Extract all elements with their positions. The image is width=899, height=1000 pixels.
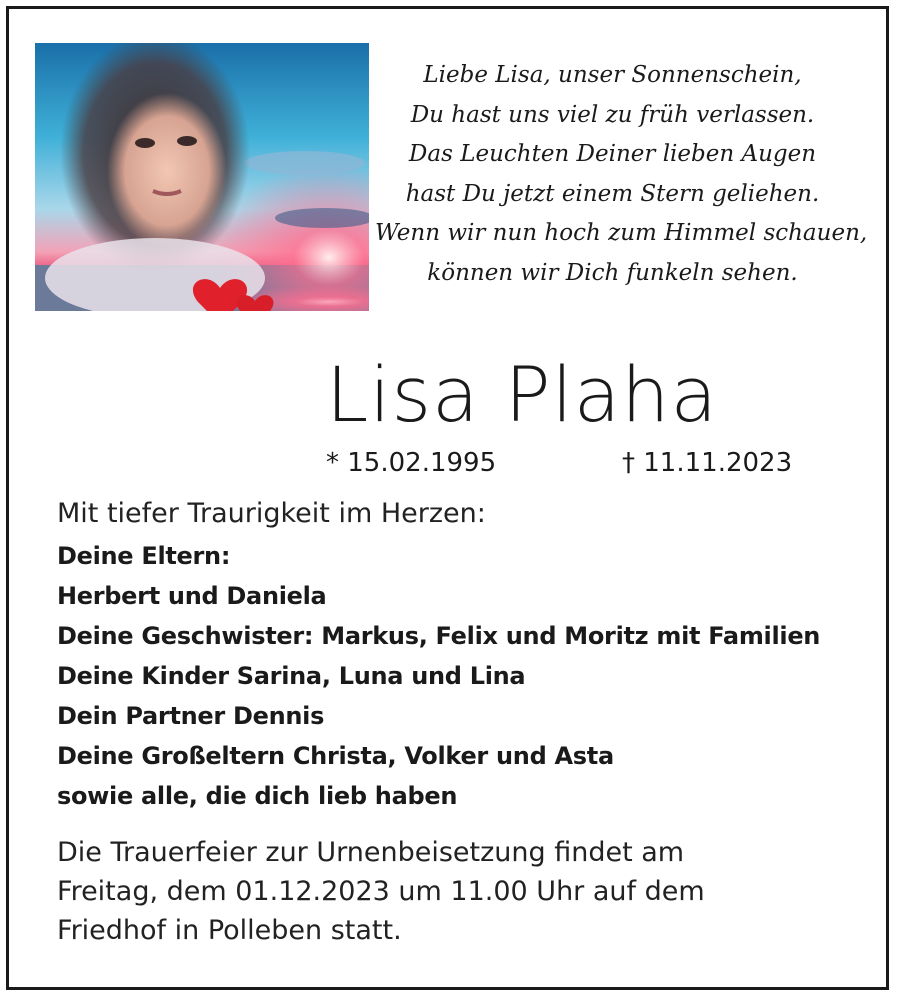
- poem-line: Du hast uns viel zu früh verlassen.: [410, 101, 815, 128]
- ceremony-line: Freitag, dem 01.12.2023 um 11.00 Uhr auf dem: [57, 876, 705, 907]
- poem-line: hast Du jetzt einem Stern geliehen.: [405, 180, 820, 207]
- mourner-line: sowie alle, die dich lieb haben: [57, 782, 458, 810]
- portrait-photo: [35, 43, 369, 311]
- poem-line: können wir Dich funkeln sehen.: [427, 259, 798, 286]
- ceremony-line: Friedhof in Polleben statt.: [57, 915, 402, 946]
- mourner-line: Herbert und Daniela: [57, 582, 327, 610]
- ceremony-info: [57, 833, 705, 950]
- mourner-line: Deine Kinder Sarina, Luna und Lina: [57, 662, 526, 690]
- mourning-intro: Mit tiefer Traurigkeit im Herzen:: [57, 498, 486, 529]
- mourners-list: [57, 536, 820, 816]
- birth-date: * 15.02.1995: [326, 448, 497, 478]
- poem: [375, 56, 868, 293]
- poem-line: Wenn wir nun hoch zum Himmel schauen,: [375, 220, 868, 246]
- mourner-line: Dein Partner Dennis: [57, 702, 325, 730]
- mourner-line: Deine Geschwister: Markus, Felix und Moritz mit Familien: [57, 622, 821, 650]
- mourner-line: Deine Eltern:: [57, 542, 231, 570]
- ceremony-line: Die Trauerfeier zur Urnenbeisetzung findet am: [57, 837, 685, 868]
- deceased-name: Lisa Plaha: [326, 350, 719, 439]
- poem-line: Liebe Lisa, unser Sonnenschein,: [423, 62, 802, 88]
- poem-line: Das Leuchten Deiner lieben Augen: [408, 141, 817, 167]
- mourner-line: Deine Großeltern Christa, Volker und Asta: [57, 742, 614, 770]
- death-date: † 11.11.2023: [622, 448, 793, 478]
